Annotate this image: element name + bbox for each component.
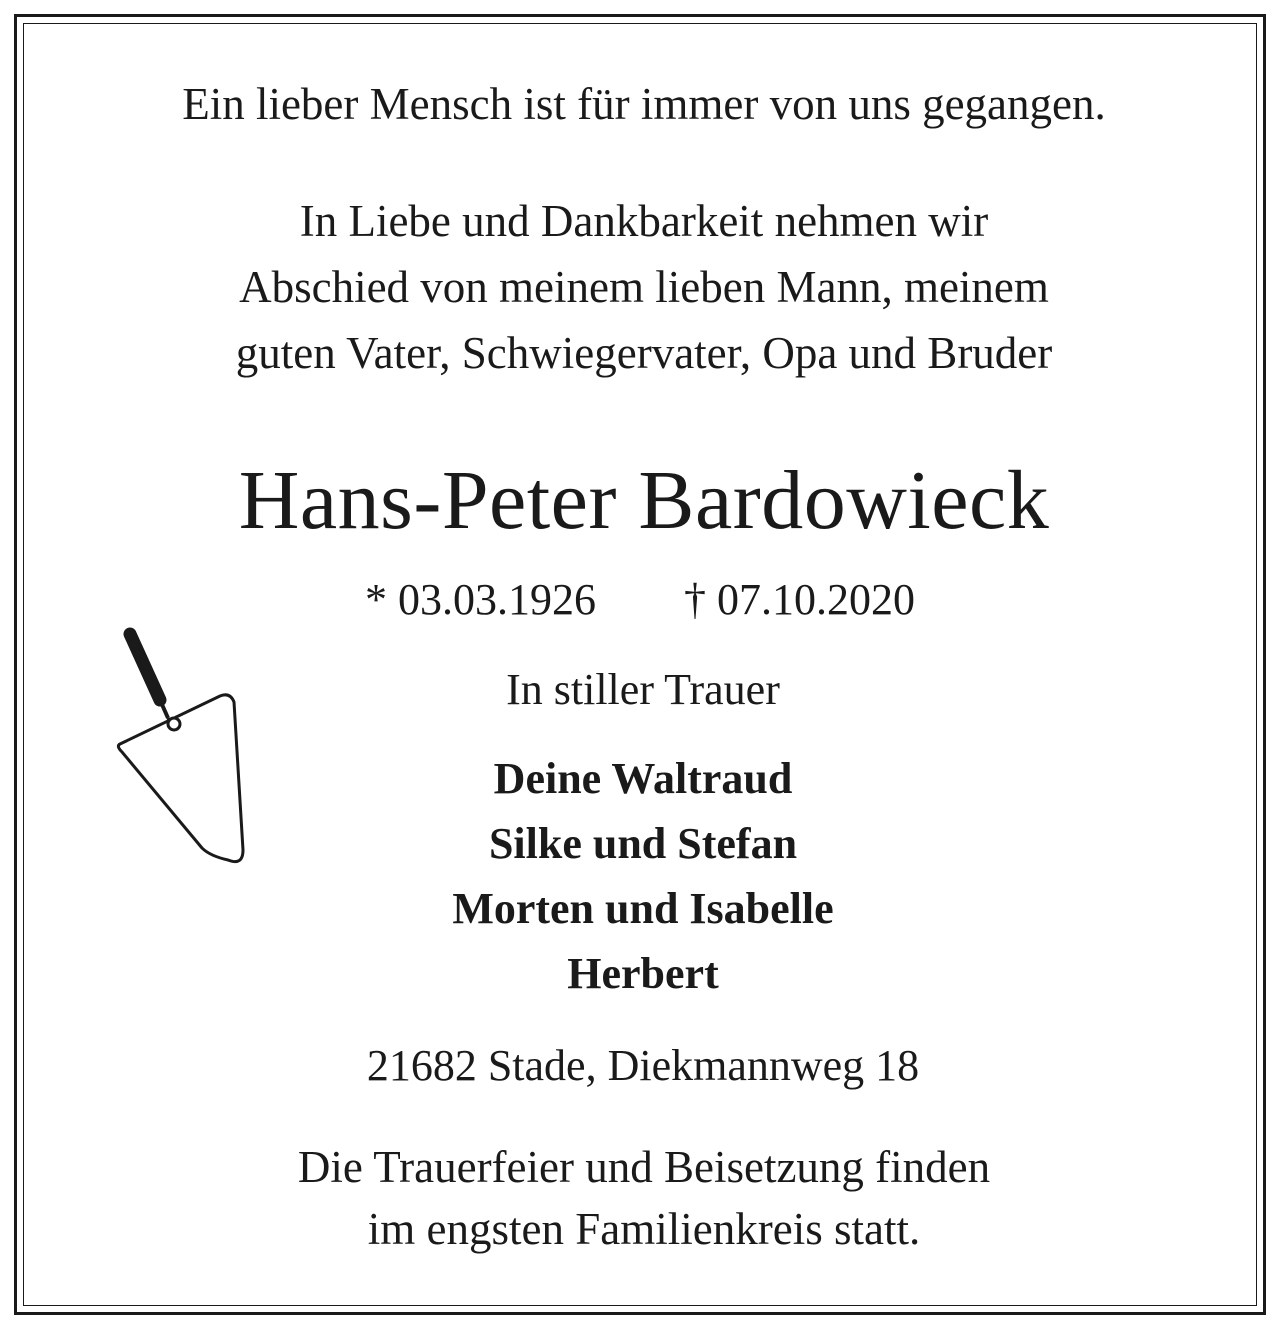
family-member: Deine Waltraud	[493, 754, 793, 803]
farewell-line: guten Vater, Schwiegervater, Opa und Bruder	[235, 328, 1053, 378]
ceremony-line: im engsten Familienkreis statt.	[367, 1204, 921, 1254]
deceased-name: Hans-Peter Bardowieck	[238, 454, 1050, 547]
ceremony-line: Die Trauerfeier und Beisetzung finden	[297, 1142, 991, 1192]
mourning-text: In stiller Trauer	[506, 665, 780, 714]
family-member: Morten und Isabelle	[452, 884, 834, 933]
family-member: Herbert	[567, 949, 719, 998]
intro-text: Ein lieber Mensch ist für immer von uns gegangen.	[182, 79, 1106, 129]
birth-date: * 03.03.1926	[365, 575, 596, 624]
farewell-text	[4, 188, 1280, 386]
life-dates	[0, 574, 1280, 625]
family-member: Silke und Stefan	[488, 819, 798, 868]
ceremony-text	[4, 1136, 1280, 1260]
death-date: † 07.10.2020	[684, 575, 915, 624]
address-text: 21682 Stade, Diekmannweg 18	[366, 1041, 920, 1090]
family-list	[3, 746, 1280, 1006]
trowel-rivet	[168, 718, 180, 730]
farewell-line: In Liebe und Dankbarkeit nehmen wir	[299, 196, 989, 246]
farewell-line: Abschied von meinem lieben Mann, meinem	[239, 262, 1049, 312]
